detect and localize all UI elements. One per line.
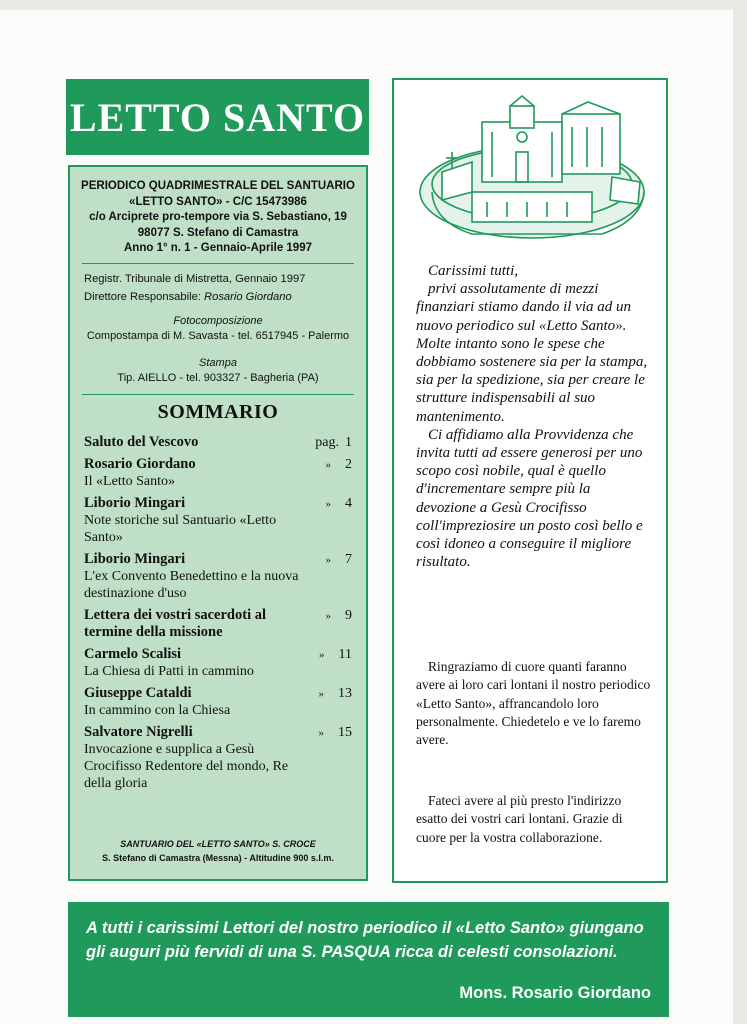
divider	[82, 394, 354, 395]
toc-page-number: 9	[345, 607, 352, 623]
letter-paragraph: privi assolutamente di mezzi finanziari stiamo dando il via ad un nuovo periodico sul «Letto Santo». Molte intanto sono le spese che dobbiamo sostenere sia per la stampa, sia per la spedizione, sia per creare le strutture indispensabili al suo mantenimento.	[416, 281, 648, 425]
toc-ditto-mark: »	[325, 497, 331, 510]
toc-subtitle: Invocazione e supplica a Gesù Crocifisso Redentore del mondo, Re della gloria	[84, 741, 289, 791]
toc-page-number: 2	[345, 456, 352, 472]
director: Direttore Responsabile: Rosario Giordano	[84, 290, 292, 303]
toc-entry	[84, 434, 352, 451]
toc-page-number: 15	[338, 724, 352, 740]
toc-page-number: 1	[345, 434, 352, 450]
toc-ditto-mark: »	[318, 687, 324, 700]
toc-subtitle: Note storiche sul Santuario «Letto Santo»	[84, 512, 277, 545]
photo-label: Fotocomposizione	[173, 314, 263, 327]
toc-entry	[84, 551, 352, 602]
toc-author: Lettera dei vostri sacerdoti al termine della missione	[84, 606, 267, 640]
toc-subtitle: Il «Letto Santo»	[84, 473, 175, 489]
toc-author: Carmelo Scalisi	[84, 645, 182, 662]
masthead-line: 98077 S. Stefano di Camastra	[137, 226, 299, 239]
letter-text	[416, 262, 652, 571]
toc-entry	[84, 607, 352, 641]
letter-panel	[392, 78, 668, 883]
toc-ditto-mark: »	[319, 648, 325, 661]
printing	[70, 356, 366, 386]
toc-author: Giuseppe Cataldi	[84, 684, 192, 701]
page-title: LETTO SANTO	[69, 94, 366, 140]
toc-page-number: 11	[338, 646, 352, 662]
masthead-line: «LETTO SANTO» - C/C 15473986	[129, 195, 307, 208]
letter-salutation: Carissimi tutti,	[428, 263, 519, 279]
masthead-title-box	[66, 79, 369, 155]
toc-ditto-mark: »	[325, 609, 331, 622]
toc-entry	[84, 456, 352, 490]
masthead-line: PERIODICO QUADRIMESTRALE DEL SANTUARIO	[81, 180, 355, 192]
toc-page-label: pag.	[315, 434, 339, 450]
sanctuary-illustration	[412, 92, 652, 252]
toc-page-number: 7	[345, 551, 352, 567]
toc-ditto-mark: »	[325, 553, 331, 566]
sanctuary-note	[70, 837, 366, 865]
sommario-heading: SOMMARIO	[157, 400, 279, 423]
info-panel	[68, 165, 368, 881]
address-paragraph: Fateci avere al più presto l'indirizzo esatto dei vostri cari lontani. Grazie di cuore per la vostra collaborazione.	[416, 793, 623, 845]
thanks-paragraph: Ringraziamo di cuore quanti faranno avere ai loro cari lontani il nostro periodico «Letto Santo», affrancandolo loro personalmente. Chiedetelo e ve lo faremo avere.	[416, 659, 651, 748]
letter-paragraph: Ci affidiamo alla Provvidenza che invita tutti ad essere generosi per uno scopo così nobile, qual è quello d'incrementare sempre più la devozione a Gesù Crocifisso coll'impreziosire un posto così bello e così idoneo a conseguire il migliore risultato.	[416, 426, 643, 571]
toc-page-number: 13	[338, 685, 352, 701]
toc-ditto-mark: »	[318, 726, 324, 739]
masthead-line: c/o Arciprete pro-tempore via S. Sebastiano, 19	[89, 211, 347, 223]
table-of-contents	[70, 434, 366, 792]
toc-author: Saluto del Vescovo	[84, 433, 199, 450]
masthead-header	[70, 179, 366, 257]
toc-page-number: 4	[345, 495, 352, 511]
toc-author: Rosario Giordano	[84, 455, 196, 472]
masthead-line: Anno 1° n. 1 - Gennaio-Aprile 1997	[124, 242, 312, 254]
toc-entry	[84, 685, 352, 719]
toc-subtitle: In cammino con la Chiesa	[84, 702, 231, 718]
photocomposition	[70, 314, 366, 344]
photo-value: Compostampa di M. Savasta - tel. 6517945 - Palermo	[86, 329, 350, 342]
sanctuary-name: SANTUARIO DEL «LETTO SANTO» S. CROCE	[120, 839, 316, 849]
toc-entry	[84, 646, 352, 680]
print-value: Tip. AIELLO - tel. 903327 - Bagheria (PA)	[117, 371, 319, 384]
toc-subtitle: L'ex Convento Benedettino e la nuova destinazione d'uso	[84, 568, 299, 601]
divider	[82, 263, 354, 264]
toc-entry	[84, 724, 352, 792]
registration: Registr. Tribunale di Mistretta, Gennaio 1997	[84, 272, 306, 285]
toc-subtitle: La Chiesa di Patti in cammino	[84, 663, 254, 679]
easter-greeting: A tutti i carissimi Lettori del nostro periodico il «Letto Santo» giungano gli auguri più fervidi di una S. PASQUA ricca di celesti consolazioni.	[86, 919, 644, 961]
easter-greeting-box	[68, 902, 669, 1017]
toc-author: Liborio Mingari	[84, 550, 186, 567]
sanctuary-location: S. Stefano di Camastra (Messna) - Altitudine 900 s.l.m.	[102, 853, 334, 863]
toc-author: Liborio Mingari	[84, 494, 186, 511]
toc-entry	[84, 495, 352, 546]
print-label: Stampa	[199, 356, 237, 369]
toc-ditto-mark: »	[325, 458, 331, 471]
toc-author: Salvatore Nigrelli	[84, 723, 193, 740]
director-name: Rosario Giordano	[204, 290, 292, 303]
signature: Mons. Rosario Giordano	[459, 984, 651, 1002]
